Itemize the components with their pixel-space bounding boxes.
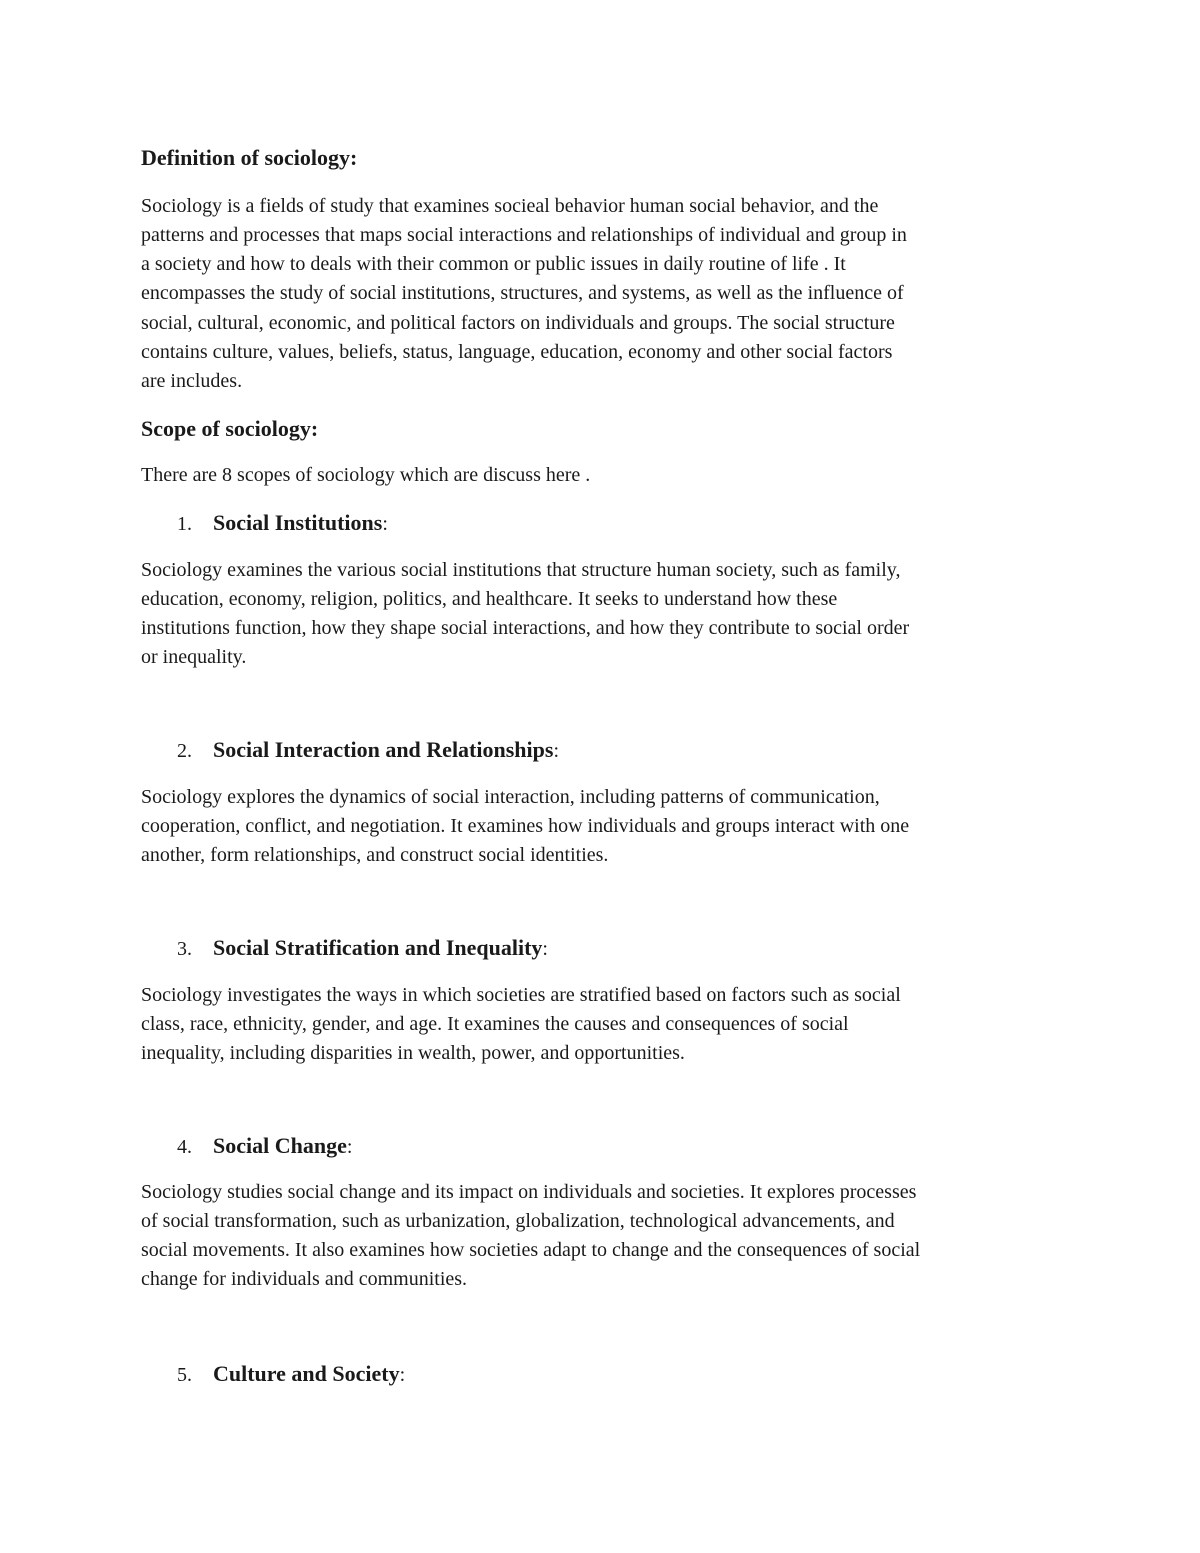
scope-item-heading xyxy=(177,735,559,766)
item-colon: : xyxy=(553,740,559,762)
item-colon: : xyxy=(382,513,388,535)
item-line: or inequality. xyxy=(141,646,247,668)
scope-item-heading xyxy=(177,1131,352,1162)
scope-item-heading xyxy=(177,1359,405,1390)
definition-line: Sociology is a fields of study that examines socieal behavior human social behavior, and the xyxy=(141,195,879,217)
item-line: Sociology explores the dynamics of social interaction, including patterns of communication, xyxy=(141,786,880,808)
item-line: of social transformation, such as urbanization, globalization, technological advancements, and xyxy=(141,1210,895,1232)
item-line: change for individuals and communities. xyxy=(141,1268,468,1290)
definition-line: contains culture, values, beliefs, status, language, education, economy and other social factors xyxy=(141,341,893,363)
item-line: another, form relationships, and construct social identities. xyxy=(141,844,609,866)
item-line: Sociology investigates the ways in which societies are stratified based on factors such as social xyxy=(141,984,901,1006)
definition-heading: Definition of sociology: xyxy=(141,145,358,170)
item-title: Social Change xyxy=(213,1133,347,1158)
definition-line: encompasses the study of social institutions, structures, and systems, as well as the influence of xyxy=(141,282,904,304)
scope-item-heading xyxy=(177,933,548,964)
item-line: social movements. It also examines how societies adapt to change and the consequences of social xyxy=(141,1239,921,1261)
item-title: Social Interaction and Relationships xyxy=(213,737,554,762)
definition-line: a society and how to deals with their common or public issues in daily routine of life . It xyxy=(141,253,846,275)
item-colon: : xyxy=(346,1136,353,1158)
item-line: class, race, ethnicity, gender, and age. It examines the causes and consequences of social xyxy=(141,1013,849,1035)
scope-heading: Scope of sociology: xyxy=(141,416,319,441)
item-line: Sociology examines the various social institutions that structure human society, such as family, xyxy=(141,559,901,581)
item-number: 2. xyxy=(177,740,192,762)
item-line: education, economy, religion, politics, and healthcare. It seeks to understand how these xyxy=(141,588,838,610)
scope-item-heading xyxy=(177,508,388,539)
item-title: Culture and Society xyxy=(213,1361,400,1386)
definition-line: are includes. xyxy=(141,370,243,392)
item-line: inequality, including disparities in wealth, power, and opportunities. xyxy=(141,1042,685,1064)
item-title: Social Stratification and Inequality xyxy=(213,935,543,960)
scope-intro: There are 8 scopes of sociology which are discuss here . xyxy=(141,464,591,486)
item-line: institutions function, how they shape social interactions, and how they contribute to social order xyxy=(141,617,910,639)
definition-line: patterns and processes that maps social interactions and relationships of individual and group in xyxy=(141,224,907,246)
item-number: 1. xyxy=(177,513,192,535)
item-number: 5. xyxy=(177,1364,192,1386)
item-line: Sociology studies social change and its impact on individuals and societies. It explores processes xyxy=(141,1181,917,1203)
item-colon: : xyxy=(542,938,548,960)
definition-line: social, cultural, economic, and political factors on individuals and groups. The social structure xyxy=(141,312,895,334)
item-title: Social Institutions xyxy=(213,510,383,535)
item-number: 3. xyxy=(177,938,192,960)
item-colon: : xyxy=(399,1364,406,1386)
item-line: cooperation, conflict, and negotiation. It examines how individuals and groups interact with one xyxy=(141,815,910,837)
item-number: 4. xyxy=(177,1136,192,1158)
